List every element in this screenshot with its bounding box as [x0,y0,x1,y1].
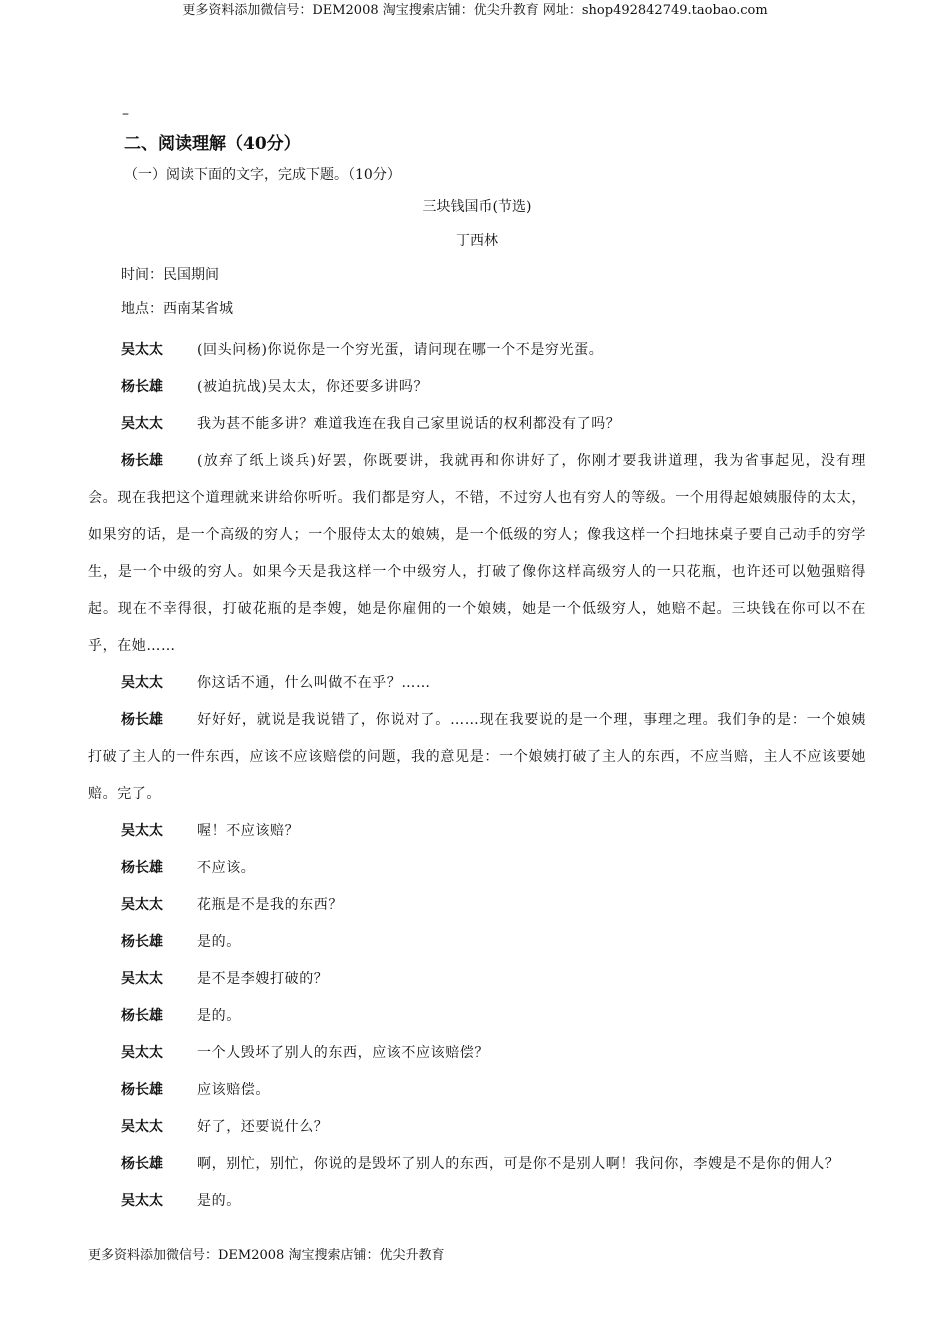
dialogue-line [88,406,866,443]
dialogue-text: 好好好，就说是我说错了，你说对了。……现在我要说的是一个理，事理之理。我们争的是：一个娘姨打破了主人的一件东西，应该不应该赔偿的问题，我的意见是：一个娘姨打破了主人的东西，不应当赔，主人不应该要她赔。完了。 [88,712,866,802]
dialogue-text: 啊，别忙，别忙，你说的是毁坏了别人的东西，可是你不是别人啊！我问你，李嫂是不是你的佣人？ [197,1156,840,1172]
section-title: 二、阅读理解（40分） [124,134,301,154]
dash-mark: – [122,106,129,122]
dialogue [88,332,866,1220]
page-footer: 更多资料添加微信号：DEM2008 淘宝搜索店铺：优尖升教育 [88,1248,445,1263]
setting-time: 时间：民国期间 [121,267,219,283]
dialogue-line [88,998,866,1035]
article-title: 三块钱国币(节选) [422,199,532,215]
dialogue-line [88,332,866,369]
page-header: 更多资料添加微信号：DEM2008 淘宝搜索店铺：优尖升教育 网址：shop492842749.taobao.com [182,3,768,18]
dialogue-line [88,961,866,998]
speaker-name: 吴太太 [121,1045,163,1061]
dialogue-text: 好了，还要说什么？ [197,1119,329,1135]
dialogue-line [88,1035,866,1072]
dialogue-line [88,813,866,850]
dialogue-line [88,1109,866,1146]
dialogue-text: 一个人毁坏了别人的东西，应该不应该赔偿？ [197,1045,489,1061]
dialogue-text: 是不是李嫂打破的？ [197,971,329,987]
speaker-name: 吴太太 [121,823,163,839]
speaker-name: 杨长雄 [121,1156,163,1172]
setting-place: 地点：西南某省城 [121,301,233,317]
dialogue-line [88,443,866,665]
speaker-name: 杨长雄 [121,453,163,469]
speaker-name: 吴太太 [121,971,163,987]
speaker-name: 吴太太 [121,342,163,358]
dialogue-line [88,1183,866,1220]
dialogue-line [88,369,866,406]
speaker-name: 吴太太 [121,897,163,913]
speaker-name: 杨长雄 [121,860,163,876]
dialogue-line [88,887,866,924]
dialogue-line [88,1146,866,1183]
speaker-name: 杨长雄 [121,379,163,395]
dialogue-text: (被迫抗战)吴太太，你还要多讲吗？ [197,379,429,395]
dialogue-text: 你这话不通，什么叫做不在乎？…… [197,675,431,691]
speaker-name: 杨长雄 [121,1008,163,1024]
dialogue-text: 是的。 [197,1193,241,1209]
dialogue-text: (放弃了纸上谈兵)好罢，你既要讲，我就再和你讲好了，你刚才要我讲道理，我为省事起见，没有理会。现在我把这个道理就来讲给你听听。我们都是穷人，不错，不过穷人也有穷人的等级。一个用得起娘姨服侍的太太，如果穷的话，是一个高级的穷人；一个服侍太太的娘姨，是一个低级的穷人；像我这样一个扫地抹桌子要自己动手的穷学生，是一个中级的穷人。如果今天是我这样一个中级穷人，打破了像你这样高级穷人的一只花瓶，也许还可以勉强赔得起。现在不幸得很，打破花瓶的是李嫂，她是你雇佣的一个娘姨，她是一个低级穷人，她赔不起。三块钱在你可以不在乎，在她…… [88,453,866,654]
dialogue-text: 是的。 [197,1008,241,1024]
dialogue-line [88,1072,866,1109]
subsection-instruction: （一）阅读下面的文字，完成下题。（10分） [124,167,401,183]
dialogue-line [88,924,866,961]
speaker-name: 杨长雄 [121,934,163,950]
dialogue-text: 喔！不应该赔？ [197,823,300,839]
speaker-name: 吴太太 [121,416,163,432]
speaker-name: 吴太太 [121,1119,163,1135]
dialogue-line [88,850,866,887]
speaker-name: 吴太太 [121,675,163,691]
dialogue-line [88,665,866,702]
dialogue-text: 是的。 [197,934,241,950]
document-body [88,130,866,1220]
dialogue-text: 我为甚不能多讲？难道我连在我自己家里说话的权利都没有了吗？ [197,416,621,432]
article-author: 丁西林 [456,233,498,249]
speaker-name: 杨长雄 [121,1082,163,1098]
dialogue-text: (回头问杨)你说你是一个穷光蛋，请问现在哪一个不是穷光蛋。 [197,342,604,358]
speaker-name: 杨长雄 [121,712,163,728]
speaker-name: 吴太太 [121,1193,163,1209]
dialogue-text: 不应该。 [197,860,256,876]
dialogue-text: 花瓶是不是我的东西？ [197,897,343,913]
dialogue-text: 应该赔偿。 [197,1082,270,1098]
dialogue-line [88,702,866,813]
